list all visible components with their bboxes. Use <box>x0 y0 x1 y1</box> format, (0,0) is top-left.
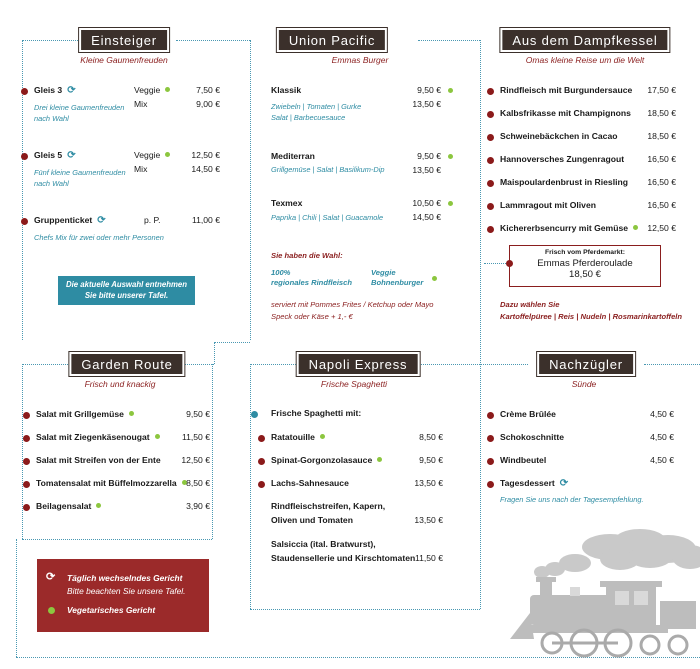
menu-item <box>30 431 210 444</box>
item-name: Hannoversches Zungenragout <box>500 154 625 164</box>
legend-box <box>37 559 209 632</box>
green-dot-icon <box>96 503 101 508</box>
menu-item-mediterran <box>265 150 455 163</box>
bullet-icon <box>21 88 28 95</box>
bullet-icon <box>487 412 494 419</box>
option-label: Mix <box>134 164 148 174</box>
item-price: 11,50 € <box>181 432 210 442</box>
item-price: 4,50 € <box>650 432 674 442</box>
choice-option-veggie <box>371 268 423 288</box>
item-price: 12,50 € <box>181 455 210 465</box>
item-description: nach Wahl <box>34 114 69 123</box>
item-name: Klassik <box>271 85 302 95</box>
track-line <box>22 364 23 539</box>
track-line <box>480 364 481 609</box>
item-description: Fünf kleine Gaumenfreuden <box>34 168 126 177</box>
item-price: 4,50 € <box>650 409 674 419</box>
item-price: 16,50 € <box>647 177 676 187</box>
item-price: 13,50 € <box>412 99 441 109</box>
item-name: Beilagensalat <box>36 501 92 511</box>
menu-item <box>30 408 210 421</box>
bullet-icon <box>23 458 30 465</box>
section-subtitle: Emmas Burger <box>331 55 389 65</box>
section-garden-route <box>30 352 210 532</box>
menu-item-gleis5 <box>28 149 220 162</box>
menu-item-gleis3 <box>28 84 220 97</box>
item-name: Oliven und Tomaten <box>271 515 353 525</box>
section-subtitle: Omas kleine Reise um die Welt <box>525 55 645 65</box>
section-subtitle: Frisch und knackig <box>84 379 156 389</box>
menu-item <box>494 199 676 212</box>
item-name-wrap <box>500 199 596 212</box>
green-dot-icon <box>155 434 160 439</box>
choice-line: 100% <box>271 268 291 277</box>
menu-item <box>494 130 676 143</box>
choice-line: Veggie <box>371 268 396 277</box>
item-name-wrap <box>500 107 631 120</box>
item-price: 16,50 € <box>647 154 676 164</box>
item-name-wrap <box>36 477 187 490</box>
item-price: 13,50 € <box>414 515 443 525</box>
item-price: 11,50 € <box>414 553 443 563</box>
track-line <box>250 364 251 609</box>
bullet-icon <box>23 481 30 488</box>
section-napoli-express <box>265 352 443 602</box>
item-name-wrap <box>36 454 161 467</box>
item-price: 9,00 € <box>196 99 220 109</box>
section-subtitle: Sünde <box>571 379 597 389</box>
bullet-icon <box>258 458 265 465</box>
cycle-arrow-icon: ⟳ <box>46 571 56 583</box>
served-note: serviert mit Pommes Frites / Ketchup oder Mayo <box>271 300 434 309</box>
item-description: Paprika | Chili | Salat | Guacamole <box>271 213 384 222</box>
item-price: 8,50 € <box>419 432 443 442</box>
green-dot-icon <box>165 87 170 92</box>
bullet-icon <box>23 435 30 442</box>
section-subtitle: Kleine Gaumenfreuden <box>80 55 168 65</box>
track-line <box>22 539 212 540</box>
item-name: Spinat-Gorgonzolasauce <box>271 455 373 465</box>
section-title: Garden Route <box>69 352 184 376</box>
item-name: Gruppenticket <box>34 215 93 225</box>
item-price: 18,50 € <box>647 131 676 141</box>
section-title: Aus dem Dampfkessel <box>500 28 669 52</box>
item-name: Staudensellerie und Kirschtomaten <box>271 553 416 563</box>
item-name-wrap <box>271 431 325 444</box>
item-price: 4,50 € <box>650 455 674 465</box>
green-dot-icon <box>320 434 325 439</box>
green-dot-icon <box>448 201 453 206</box>
menu-item <box>494 408 674 421</box>
item-name-wrap <box>500 431 564 444</box>
menu-item <box>265 514 443 527</box>
bullet-icon <box>258 481 265 488</box>
item-price: 8,50 € <box>186 478 210 488</box>
bullet-icon <box>21 218 28 225</box>
sides-list: Kartoffelpüree | Reis | Nudeln | Rosmarinkartoffeln <box>500 312 683 321</box>
track-line <box>250 609 480 610</box>
legend-veg-title: Vegetarisches Gericht <box>67 605 156 615</box>
menu-item-gruppenticket <box>28 214 220 227</box>
steam-locomotive-icon <box>500 527 700 667</box>
bullet-icon <box>23 412 30 419</box>
choice-option-beef <box>271 268 352 288</box>
menu-item <box>494 84 676 97</box>
item-price: 11,00 € <box>191 215 220 225</box>
bullet-icon <box>23 504 30 511</box>
intro-text: Frische Spaghetti mit: <box>271 408 362 418</box>
special-price: 18,50 € <box>568 269 601 280</box>
menu-item <box>494 477 674 490</box>
item-price: 9,50 € <box>419 455 443 465</box>
track-line <box>16 539 17 657</box>
bullet-icon <box>487 226 494 233</box>
special-box <box>509 245 661 287</box>
cycle-arrow-icon: ⟳ <box>559 478 569 489</box>
item-description: Chefs Mix für zwei oder mehr Personen <box>34 233 164 242</box>
section-title: Einsteiger <box>79 28 169 52</box>
item-name-wrap <box>500 222 638 235</box>
item-price: 14,50 € <box>412 212 441 222</box>
item-price: 9,50 € <box>417 151 441 161</box>
menu-item <box>494 153 676 166</box>
menu-item-klassik <box>265 84 455 97</box>
item-price: 9,50 € <box>417 85 441 95</box>
bullet-icon <box>258 435 265 442</box>
cycle-arrow-icon: ⟳ <box>97 215 106 226</box>
item-name-wrap <box>500 176 628 189</box>
track-line <box>214 342 215 364</box>
menu-item <box>265 552 443 565</box>
item-price: 9,50 € <box>186 409 210 419</box>
item-description: Drei kleine Gaumenfreuden <box>34 103 125 112</box>
menu-item <box>494 431 674 444</box>
item-price: 12,50 € <box>191 150 220 160</box>
track-line <box>480 40 481 365</box>
special-heading: Frisch vom Pferdemarkt: <box>544 249 626 256</box>
item-name: Rindfleisch mit Burgundersauce <box>500 85 633 95</box>
item-name: Windbeutel <box>500 455 547 465</box>
item-name: Salsiccia (ital. Bratwurst), <box>271 539 376 549</box>
item-price: 10,50 € <box>412 198 441 208</box>
item-name-wrap <box>500 477 568 490</box>
green-dot-icon <box>129 411 134 416</box>
menu-item <box>265 538 443 551</box>
item-price: 13,50 € <box>412 165 441 175</box>
track-line <box>22 40 23 340</box>
item-name: Crème Brûlée <box>500 409 556 419</box>
item-name-wrap <box>36 431 160 444</box>
green-dot-icon <box>165 152 170 157</box>
item-description: Grillgemüse | Salat | Basilikum-Dip <box>271 165 385 174</box>
menu-item <box>30 500 210 513</box>
dessert-note: Fragen Sie uns nach der Tagesempfehlung. <box>500 495 644 504</box>
notice-line: Sie bitte unserer Tafel. <box>84 291 169 300</box>
menu-item <box>494 107 676 120</box>
item-name: Maispoulardenbrust in Riesling <box>500 177 628 187</box>
bullet-icon <box>487 203 494 210</box>
item-name-wrap <box>500 84 632 97</box>
bullet-icon <box>506 260 513 267</box>
section-nachzuegler <box>494 352 674 512</box>
unit-label: p. P. <box>144 215 161 225</box>
section-einsteiger <box>28 28 220 338</box>
option-label: Veggie <box>134 85 161 95</box>
menu-item <box>265 431 443 444</box>
notice-line: Die aktuelle Auswahl entnehmen <box>65 280 188 289</box>
section-subtitle: Frische Spaghetti <box>320 379 388 389</box>
intro-row <box>265 407 443 420</box>
item-price: 16,50 € <box>647 200 676 210</box>
item-description: Salat | Barbecuesauce <box>271 113 346 122</box>
choice-line: regionales Rindfleisch <box>271 278 353 287</box>
item-name: Lachs-Sahnesauce <box>271 478 349 488</box>
item-name: Gleis 3 <box>34 85 63 95</box>
item-name-wrap <box>500 153 624 166</box>
track-line <box>250 40 251 340</box>
item-name: Schweinebäckchen in Cacao <box>500 131 618 141</box>
menu-item <box>265 500 443 513</box>
item-price: 14,50 € <box>191 164 220 174</box>
section-title: Napoli Express <box>297 352 420 376</box>
menu-item <box>265 477 443 490</box>
section-union-pacific <box>265 28 455 328</box>
item-name: Tagesdessert <box>500 478 555 488</box>
item-name: Schokoschnitte <box>500 432 564 442</box>
item-name-wrap <box>500 408 556 421</box>
bullet-icon <box>487 134 494 141</box>
item-name-wrap <box>271 477 349 490</box>
item-price: 18,50 € <box>647 108 676 118</box>
item-description: Zwiebeln | Tomaten | Gurke <box>271 102 362 111</box>
item-description: nach Wahl <box>34 179 69 188</box>
green-dot-icon <box>448 88 453 93</box>
green-dot-icon <box>432 276 437 281</box>
item-name-wrap <box>36 500 101 513</box>
green-dot-icon <box>633 225 638 230</box>
legend-daily-note: Bitte beachten Sie unsere Tafel. <box>67 586 186 596</box>
item-price: 3,90 € <box>186 501 210 511</box>
choice-line: Bohnenburger <box>371 278 424 287</box>
item-name: Gleis 5 <box>34 150 63 160</box>
bullet-icon <box>487 435 494 442</box>
item-name: Texmex <box>271 198 303 208</box>
menu-item <box>30 477 210 490</box>
section-title: Union Pacific <box>277 28 387 52</box>
item-name: Rindfleischstreifen, Kapern, <box>271 501 386 511</box>
green-dot-icon <box>377 457 382 462</box>
item-name: Kichererbsencurry mit Gemüse <box>500 223 629 233</box>
item-name: Kalbsfrikasse mit Champignons <box>500 108 631 118</box>
menu-item-texmex <box>265 197 455 210</box>
item-name-wrap <box>271 454 382 467</box>
cycle-arrow-icon: ⟳ <box>67 150 76 161</box>
menu-item <box>265 454 443 467</box>
served-note: Speck oder Käse + 1,- € <box>271 312 353 321</box>
menu-item <box>30 454 210 467</box>
option-label: Veggie <box>134 150 161 160</box>
track-line <box>212 364 213 539</box>
section-dampfkessel <box>494 28 683 328</box>
legend-daily-title: Täglich wechselndes Gericht <box>67 573 183 583</box>
bullet-icon <box>487 111 494 118</box>
bullet-icon <box>21 153 28 160</box>
bullet-icon <box>487 458 494 465</box>
item-name: Tomatensalat mit Büffelmozzarella <box>36 478 177 488</box>
item-name: Mediterran <box>271 151 315 161</box>
cycle-arrow-icon: ⟳ <box>67 85 76 96</box>
item-price: 17,50 € <box>647 85 676 95</box>
bullet-icon <box>487 157 494 164</box>
notice-box <box>58 276 195 305</box>
item-name-wrap <box>500 130 618 143</box>
item-name: Ratatouille <box>271 432 315 442</box>
item-name: Salat mit Ziegenkäsenougat <box>36 432 150 442</box>
item-name: Salat mit Grillgemüse <box>36 409 124 419</box>
special-name: Emmas Pferderoulade <box>537 258 633 269</box>
item-name-wrap <box>500 454 546 467</box>
bullet-icon <box>487 481 494 488</box>
item-price: 7,50 € <box>196 85 220 95</box>
menu-item <box>494 222 676 235</box>
track-line <box>214 342 250 343</box>
green-dot-icon <box>448 154 453 159</box>
section-title: Nachzügler <box>537 352 635 376</box>
option-label: Mix <box>134 99 148 109</box>
menu-item <box>494 454 674 467</box>
bullet-icon <box>487 88 494 95</box>
sides-heading: Dazu wählen Sie <box>500 300 560 309</box>
item-price: 12,50 € <box>647 223 676 233</box>
bullet-icon <box>487 180 494 187</box>
bullet-icon <box>251 411 258 418</box>
choice-heading: Sie haben die Wahl: <box>271 251 343 260</box>
green-dot-icon <box>48 607 55 614</box>
item-name: Salat mit Streifen von der Ente <box>36 455 161 465</box>
item-name: Lammragout mit Oliven <box>500 200 596 210</box>
item-price: 13,50 € <box>414 478 443 488</box>
item-name-wrap <box>36 408 134 421</box>
menu-item <box>494 176 676 189</box>
